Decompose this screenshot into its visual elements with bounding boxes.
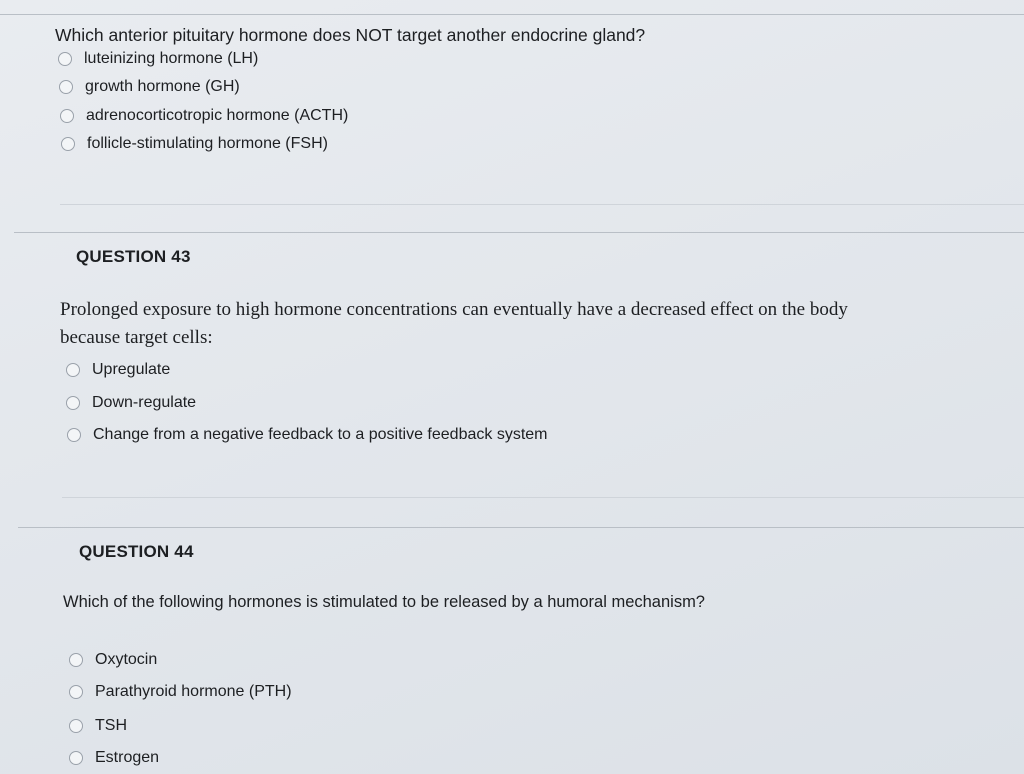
option-label: TSH <box>95 717 127 734</box>
option-label: Change from a negative feedback to a positive feedback system <box>93 426 548 443</box>
q42-option-acth[interactable] <box>60 107 348 125</box>
prompt-line: because target cells: <box>60 327 213 348</box>
option-label: luteinizing hormone (LH) <box>84 50 259 67</box>
question-44-prompt: Which of the following hormones is stimulated to be released by a humoral mechanism? <box>63 593 705 611</box>
option-label: adrenocorticotropic hormone (ACTH) <box>86 107 349 124</box>
question-42-prompt: Which anterior pituitary hormone does NOT target another endocrine gland? <box>55 25 646 45</box>
option-label: Upregulate <box>92 361 171 378</box>
question-divider <box>18 527 1024 528</box>
answer-divider <box>62 497 1024 498</box>
q43-option-down-regulate[interactable] <box>66 394 196 412</box>
radio-button[interactable] <box>67 428 81 442</box>
option-label: growth hormone (GH) <box>85 78 240 95</box>
option-label: Down-regulate <box>92 394 197 411</box>
radio-button[interactable] <box>69 685 83 699</box>
q44-option-tsh[interactable] <box>69 717 127 735</box>
option-label: Oxytocin <box>95 651 158 668</box>
q42-option-lh[interactable] <box>58 50 258 68</box>
question-43-prompt <box>60 296 990 352</box>
answer-divider <box>60 204 1024 205</box>
option-label: Estrogen <box>95 749 160 766</box>
radio-button[interactable] <box>69 653 83 667</box>
prompt-line: Prolonged exposure to high hormone concentrations can eventually have a decreased effect on the body <box>60 299 848 320</box>
radio-button[interactable] <box>58 52 72 66</box>
q43-option-upregulate[interactable] <box>66 361 170 379</box>
q44-option-oxytocin[interactable] <box>69 651 157 669</box>
q42-option-fsh[interactable] <box>61 135 328 153</box>
q44-option-pth[interactable] <box>69 683 292 701</box>
radio-button[interactable] <box>69 751 83 765</box>
radio-button[interactable] <box>66 396 80 410</box>
option-label: follicle-stimulating hormone (FSH) <box>87 135 328 152</box>
radio-button[interactable] <box>60 109 74 123</box>
option-label: Parathyroid hormone (PTH) <box>95 683 292 700</box>
q42-option-gh[interactable] <box>59 78 240 96</box>
question-divider <box>14 232 1024 233</box>
radio-button[interactable] <box>59 80 73 94</box>
top-divider <box>0 14 1024 15</box>
radio-button[interactable] <box>69 719 83 733</box>
radio-button[interactable] <box>61 137 75 151</box>
question-44-heading: QUESTION 44 <box>79 542 194 561</box>
radio-button[interactable] <box>66 363 80 377</box>
question-43-heading: QUESTION 43 <box>76 247 191 266</box>
q44-option-estrogen[interactable] <box>69 749 159 767</box>
q43-option-feedback-change[interactable] <box>67 426 547 444</box>
